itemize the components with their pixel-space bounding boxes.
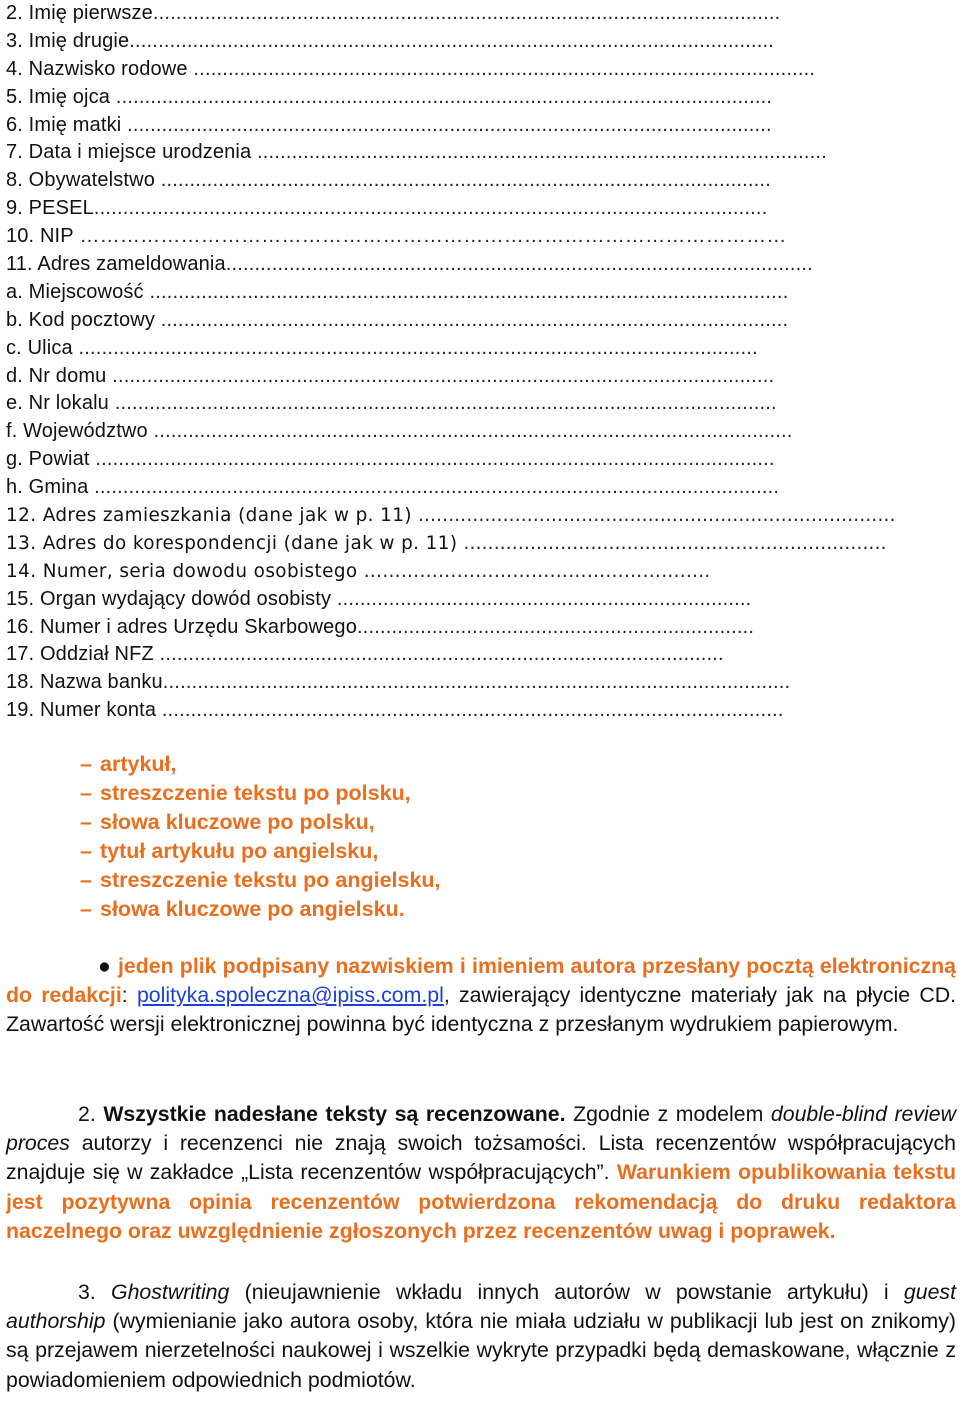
form-field-row [6,251,956,279]
form-field-fill-line: ............................................................................................................. [162,671,791,694]
form-field-fill-line: ....................................................................................................................... [88,476,780,499]
form-field-label: 10. NIP [6,225,74,248]
form-field-fill-line: ..................................................................................................................... [93,197,768,220]
form-field-label: 14. Numer, seria dowodu osobistego [6,560,358,582]
form-field-row [6,84,956,112]
form-field-fill-line: ................................................................................................................ [121,113,772,136]
dash-icon: – [80,781,92,805]
form-field-label: 6. Imię matki [6,113,122,136]
form-field-row [6,307,956,335]
publication-condition: Warunkiem opublikowania tekstu jest pozytywna opinia recenzentów potwierdzona rekomendacją do druku redaktora naczelnego oraz uwzględnienie zgłoszonych przez recenzentów uwag i poprawek. [6,1160,957,1243]
form-field-fill-line: .................................................................................................................. [110,85,773,108]
submission-requirement: jeden plik podpisany nazwiskiem i imieniem autora przesłany pocztą elektroniczną do redakcji [6,954,956,1008]
form-field-fill-line: ...................................................................................................... [225,253,813,276]
form-field-label: 15. Organ wydający dowód osobisty [6,587,332,610]
form-field-label: 19. Numer konta [6,699,157,722]
form-field-label: 13. Adres do korespondencji (dane jak w p. 11) [6,532,458,554]
form-field-label: 16. Numer i adres Urzędu Skarbowego [6,615,357,638]
form-field-label: e. Nr lokalu [6,392,109,415]
form-field-row [6,446,956,474]
form-field-row [6,335,956,363]
double-blind-term: double-blind review proces [6,1102,957,1156]
form-field-row [6,195,956,223]
dash-icon: – [80,839,92,863]
form-field-label: d. Nr domu [6,364,107,387]
form-field-fill-line: ................................................................................................... [251,141,827,164]
ghostwriting-text-1: (nieujawnienie wkładu innych autorów w powstanie artykułu) i [229,1280,904,1304]
form-field-label: a. Miejscowość [6,280,144,303]
form-field-row [6,697,956,725]
form-field-label: 11. Adres zameldowania [6,253,226,276]
dash-icon: – [80,868,92,892]
form-field-row [6,56,956,84]
ghostwriting-paragraph [6,1278,956,1395]
form-field-fill-line: ...................................................................................................................... [89,448,775,471]
paragraph-number: 3. [78,1280,96,1304]
form-field-label: 3. Imię drugie [6,29,130,52]
form-field-fill-line: ……………………………………………….. [357,560,711,582]
form-field-row [6,112,956,140]
form-field-fill-line: ............................................................................... [411,505,896,527]
ghostwriting-term: Ghostwriting [111,1280,230,1304]
form-field-fill-line: ................................................................................................................... [108,392,777,415]
form-field-fill-line: ................................................................................................................... [106,364,775,387]
form-field-label: 17. Oddział NFZ [6,643,154,666]
required-element-text: słowa kluczowe po polsku, [100,810,375,834]
form-field-fill-line: ............................................................................................................... [143,280,789,303]
guest-authorship-term: guest authorship [6,1280,956,1334]
dash-icon: – [80,810,92,834]
required-element-item [80,808,441,837]
form-field-row [6,279,956,307]
form-field-row [6,586,956,614]
personal-data-form [6,0,956,725]
submission-details: , zawierający identyczne materiały jak na płycie CD. Zawartość wersji elektronicznej powinna być identyczna z przesłanym wydrukiem papierowym. [6,983,956,1037]
review-text-2: autorzy i recenzenci nie znają swoich tożsamości. Lista recenzentów współpracujących znajduje się w zakładce „Lista recenzentów współpracujących”. [6,1131,956,1185]
colon: : [121,983,128,1008]
form-field-label: 7. Data i miejsce urodzenia [6,141,252,164]
form-field-label: 8. Obywatelstwo [6,169,155,192]
form-field-fill-line: .......................................................................................................... [154,169,771,192]
required-element-item [80,866,441,895]
review-paragraph [6,1100,956,1246]
form-field-row [6,614,956,642]
form-field-fill-line: ............................................................................................................... [147,420,793,443]
form-field-label: c. Ulica [6,336,73,359]
bullet-icon: ● [98,954,111,978]
form-field-label: f. Województwo [6,420,148,443]
form-field-label: 4. Nazwisko rodowe [6,57,188,80]
form-field-fill-line: ..................................................................... [356,615,755,638]
form-field-fill-line: .................................................................................................. [153,643,724,666]
required-element-text: streszczenie tekstu po angielsku, [100,868,441,892]
form-field-fill-line: ............................................................................................................ [156,699,784,722]
form-field-row [6,502,956,530]
form-field-row [6,28,956,56]
dash-icon: – [80,752,92,776]
form-field-label: 9. PESEL [6,197,94,220]
form-field-row [6,0,956,28]
editorial-email-link[interactable]: polityka.spoleczna@ipiss.com.pl [136,983,444,1008]
form-field-row [6,669,956,697]
form-field-label: 2. Imię pierwsze [6,2,153,24]
form-field-row [6,530,956,558]
form-field-fill-line: ............................................................................................................. [155,308,789,331]
form-field-fill-line: ............................................................................................................. [152,2,781,24]
paragraph-number: 2. [78,1102,96,1126]
ghostwriting-text-2: (wymienianie jako autora osoby, która nie miała udziału w publikacji lub jest on znikomy) są przejawem nierzetelności naukowej i wszelkie wykryte przypadki będą demaskowane, włącznie z powiadomieniem odpowiednich podmiotów. [6,1309,956,1392]
form-field-label: 12. Adres zamieszkania (dane jak w p. 11) [6,505,412,527]
form-field-label: g. Powiat [6,448,90,471]
form-field-row [6,139,956,167]
form-field-row [6,418,956,446]
form-field-fill-line: …………………………………………………………………………………………… [73,225,787,248]
required-element-item [80,837,441,866]
dash-icon: – [80,897,92,921]
form-field-row [6,167,956,195]
form-field-label: b. Kod pocztowy [6,308,155,331]
form-field-row [6,223,956,251]
review-text-1: Zgodnie z modelem [565,1102,771,1126]
required-element-text: tytuł artykułu po angielsku, [100,839,379,863]
form-field-row [6,641,956,669]
form-field-fill-line: ...................................................................................................................... [72,336,758,359]
form-field-row [6,474,956,502]
required-element-text: słowa kluczowe po angielsku. [100,897,405,921]
form-field-label: h. Gmina [6,476,89,499]
required-element-item [80,750,441,779]
form-field-row [6,558,956,586]
required-elements-list [80,750,441,924]
form-field-fill-line: ...................................................................... [457,532,887,554]
electronic-submission-paragraph [6,952,956,1040]
form-field-label: 18. Nazwa banku [6,671,163,694]
required-element-text: streszczenie tekstu po polsku, [100,781,411,805]
required-element-item [80,779,441,808]
form-field-fill-line: ................................................................................................................ [129,29,775,52]
review-statement: Wszystkie nadesłane teksty są recenzowane. [103,1102,566,1126]
form-field-row [6,390,956,418]
required-element-text: artykuł, [100,752,177,776]
required-element-item [80,895,441,924]
form-field-fill-line: ........................................................................ [331,587,752,610]
form-field-row [6,363,956,391]
form-field-label: 5. Imię ojca [6,85,111,108]
form-field-fill-line: ............................................................................................................ [187,57,816,80]
